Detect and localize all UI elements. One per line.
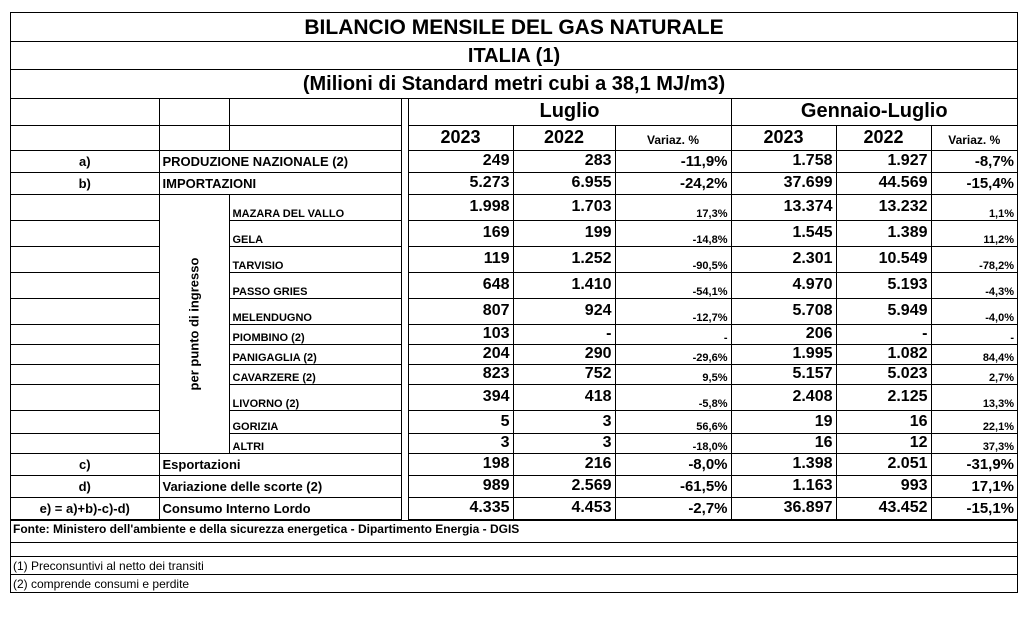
value-gen-lug-2023: 13.374 xyxy=(731,194,836,220)
year-header: 2023 xyxy=(731,125,836,150)
group-header-luglio: Luglio xyxy=(408,99,731,125)
value-luglio-2022: 216 xyxy=(513,453,615,475)
value-gen-lug-variaz: -8,7% xyxy=(931,150,1017,172)
gas-balance-table xyxy=(11,99,1017,520)
value-luglio-variaz: -2,7% xyxy=(615,497,731,519)
value-luglio-2022: 6.955 xyxy=(513,172,615,194)
value-gen-lug-2023: 1.758 xyxy=(731,150,836,172)
column-gap xyxy=(401,433,408,453)
column-gap xyxy=(401,453,408,475)
column-gap xyxy=(401,324,408,344)
column-gap xyxy=(401,364,408,384)
column-gap xyxy=(401,344,408,364)
value-luglio-2023: 3 xyxy=(408,433,513,453)
value-gen-lug-variaz: -15,4% xyxy=(931,172,1017,194)
value-luglio-variaz: -90,5% xyxy=(615,246,731,272)
row-code: b) xyxy=(11,172,159,194)
value-gen-lug-variaz: 84,4% xyxy=(931,344,1017,364)
entry-point-label: MELENDUGNO xyxy=(229,298,401,324)
value-gen-lug-2023: 37.699 xyxy=(731,172,836,194)
row-label: PRODUZIONE NAZIONALE (2) xyxy=(159,150,401,172)
value-luglio-variaz: - xyxy=(615,324,731,344)
value-luglio-variaz: 56,6% xyxy=(615,410,731,433)
row-label: Esportazioni xyxy=(159,453,401,475)
entry-point-label: CAVARZERE (2) xyxy=(229,364,401,384)
group-header-row xyxy=(11,99,1017,125)
entry-point-label: GELA xyxy=(229,220,401,246)
column-gap xyxy=(401,497,408,519)
row-code: e) = a)+b)-c)-d) xyxy=(11,497,159,519)
value-luglio-2022: 1.252 xyxy=(513,246,615,272)
value-gen-lug-2023: 5.157 xyxy=(731,364,836,384)
row-code: a) xyxy=(11,150,159,172)
empty-cell xyxy=(11,298,159,324)
value-luglio-2022: 290 xyxy=(513,344,615,364)
empty-cell xyxy=(11,433,159,453)
value-gen-lug-2023: 5.708 xyxy=(731,298,836,324)
report-units: (Milioni di Standard metri cubi a 38,1 MJ/m3) xyxy=(11,70,1017,99)
value-luglio-variaz: 17,3% xyxy=(615,194,731,220)
value-luglio-2022: 199 xyxy=(513,220,615,246)
row-label: Consumo Interno Lordo xyxy=(159,497,401,519)
value-gen-lug-variaz: -4,3% xyxy=(931,272,1017,298)
value-gen-lug-variaz: 11,2% xyxy=(931,220,1017,246)
table-row-scorte xyxy=(11,475,1017,497)
value-luglio-2022: 752 xyxy=(513,364,615,384)
value-gen-lug-variaz: -15,1% xyxy=(931,497,1017,519)
value-gen-lug-2023: 1.163 xyxy=(731,475,836,497)
group-header-gennaio-luglio: Gennaio-Luglio xyxy=(731,99,1017,125)
value-luglio-2023: 1.998 xyxy=(408,194,513,220)
table-row-produzione xyxy=(11,150,1017,172)
value-gen-lug-2022: 16 xyxy=(836,410,931,433)
value-gen-lug-variaz: 17,1% xyxy=(931,475,1017,497)
entry-point-label: MAZARA DEL VALLO xyxy=(229,194,401,220)
value-gen-lug-variaz: -4,0% xyxy=(931,298,1017,324)
value-luglio-variaz: -18,0% xyxy=(615,433,731,453)
column-gap xyxy=(401,150,408,172)
value-luglio-2022: 4.453 xyxy=(513,497,615,519)
entry-point-label: TARVISIO xyxy=(229,246,401,272)
value-gen-lug-2022: 10.549 xyxy=(836,246,931,272)
empty-cell xyxy=(11,220,159,246)
value-gen-lug-2022: 5.193 xyxy=(836,272,931,298)
value-gen-lug-2023: 16 xyxy=(731,433,836,453)
value-gen-lug-2023: 2.301 xyxy=(731,246,836,272)
gas-balance-sheet xyxy=(10,12,1018,593)
value-luglio-2023: 103 xyxy=(408,324,513,344)
value-luglio-2022: 3 xyxy=(513,410,615,433)
value-luglio-variaz: -24,2% xyxy=(615,172,731,194)
value-gen-lug-variaz: -31,9% xyxy=(931,453,1017,475)
value-luglio-2022: 1.410 xyxy=(513,272,615,298)
empty-cell xyxy=(11,364,159,384)
value-luglio-variaz: -5,8% xyxy=(615,384,731,410)
column-gap xyxy=(401,172,408,194)
value-gen-lug-2022: 1.082 xyxy=(836,344,931,364)
empty-cell xyxy=(11,410,159,433)
entry-point-label: PANIGAGLIA (2) xyxy=(229,344,401,364)
blank-row xyxy=(11,542,1017,556)
value-gen-lug-2023: 36.897 xyxy=(731,497,836,519)
value-gen-lug-2022: 1.389 xyxy=(836,220,931,246)
row-label: Variazione delle scorte (2) xyxy=(159,475,401,497)
value-gen-lug-variaz: -78,2% xyxy=(931,246,1017,272)
value-luglio-variaz: -61,5% xyxy=(615,475,731,497)
table-row-entry-point xyxy=(11,194,1017,220)
value-gen-lug-2023: 1.995 xyxy=(731,344,836,364)
value-luglio-2023: 204 xyxy=(408,344,513,364)
report-subtitle: ITALIA (1) xyxy=(11,42,1017,70)
value-gen-lug-2022: 12 xyxy=(836,433,931,453)
value-luglio-2023: 807 xyxy=(408,298,513,324)
footnote-1: (1) Preconsuntivi al netto dei transiti xyxy=(11,556,1017,574)
year-header: 2022 xyxy=(836,125,931,150)
value-luglio-2023: 648 xyxy=(408,272,513,298)
row-label: IMPORTAZIONI xyxy=(159,172,401,194)
value-luglio-2023: 823 xyxy=(408,364,513,384)
value-luglio-2023: 169 xyxy=(408,220,513,246)
entry-point-label: PIOMBINO (2) xyxy=(229,324,401,344)
value-gen-lug-variaz: 2,7% xyxy=(931,364,1017,384)
value-luglio-variaz: -54,1% xyxy=(615,272,731,298)
value-gen-lug-2022: 44.569 xyxy=(836,172,931,194)
empty-cell xyxy=(11,246,159,272)
value-luglio-variaz: -11,9% xyxy=(615,150,731,172)
entry-point-label: ALTRI xyxy=(229,433,401,453)
column-gap xyxy=(401,384,408,410)
value-luglio-2023: 198 xyxy=(408,453,513,475)
vertical-label: per punto di ingresso xyxy=(186,257,202,390)
year-header: 2022 xyxy=(513,125,615,150)
column-gap xyxy=(401,298,408,324)
column-gap xyxy=(401,475,408,497)
variaz-header: Variaz. % xyxy=(615,125,731,150)
empty-cell xyxy=(11,324,159,344)
column-gap xyxy=(401,220,408,246)
value-luglio-2022: - xyxy=(513,324,615,344)
table-row-importazioni xyxy=(11,172,1017,194)
value-luglio-2023: 119 xyxy=(408,246,513,272)
row-code: d) xyxy=(11,475,159,497)
column-gap xyxy=(401,272,408,298)
value-gen-lug-2022: 1.927 xyxy=(836,150,931,172)
footnote-2: (2) comprende consumi e perdite xyxy=(11,574,1017,592)
value-luglio-2022: 2.569 xyxy=(513,475,615,497)
value-gen-lug-variaz: - xyxy=(931,324,1017,344)
column-gap xyxy=(401,246,408,272)
column-gap xyxy=(401,194,408,220)
year-header-row xyxy=(11,125,1017,150)
value-luglio-variaz: -8,0% xyxy=(615,453,731,475)
table-row-esportazioni xyxy=(11,453,1017,475)
value-gen-lug-2022: 13.232 xyxy=(836,194,931,220)
vertical-label-cell xyxy=(159,194,229,453)
variaz-header: Variaz. % xyxy=(931,125,1017,150)
value-gen-lug-2022: 5.023 xyxy=(836,364,931,384)
value-luglio-2022: 1.703 xyxy=(513,194,615,220)
value-gen-lug-2022: - xyxy=(836,324,931,344)
value-luglio-2023: 989 xyxy=(408,475,513,497)
value-luglio-2023: 4.335 xyxy=(408,497,513,519)
entry-point-label: LIVORNO (2) xyxy=(229,384,401,410)
source-note: Fonte: Ministero dell'ambiente e della sicurezza energetica - Dipartimento Energia - DGIS xyxy=(11,520,1017,542)
value-gen-lug-2023: 206 xyxy=(731,324,836,344)
value-luglio-2023: 5.273 xyxy=(408,172,513,194)
empty-cell xyxy=(11,272,159,298)
value-gen-lug-2023: 2.408 xyxy=(731,384,836,410)
value-gen-lug-2023: 1.398 xyxy=(731,453,836,475)
value-luglio-2023: 394 xyxy=(408,384,513,410)
value-luglio-2023: 249 xyxy=(408,150,513,172)
empty-cell xyxy=(11,194,159,220)
value-gen-lug-2022: 2.051 xyxy=(836,453,931,475)
value-gen-lug-variaz: 13,3% xyxy=(931,384,1017,410)
entry-point-label: PASSO GRIES xyxy=(229,272,401,298)
value-luglio-variaz: -12,7% xyxy=(615,298,731,324)
value-gen-lug-2023: 4.970 xyxy=(731,272,836,298)
value-gen-lug-variaz: 1,1% xyxy=(931,194,1017,220)
value-gen-lug-variaz: 37,3% xyxy=(931,433,1017,453)
value-gen-lug-2022: 5.949 xyxy=(836,298,931,324)
value-gen-lug-2022: 43.452 xyxy=(836,497,931,519)
column-gap xyxy=(401,410,408,433)
value-luglio-2022: 924 xyxy=(513,298,615,324)
value-gen-lug-2023: 1.545 xyxy=(731,220,836,246)
year-header: 2023 xyxy=(408,125,513,150)
value-gen-lug-2022: 993 xyxy=(836,475,931,497)
value-luglio-2023: 5 xyxy=(408,410,513,433)
entry-point-label: GORIZIA xyxy=(229,410,401,433)
table-row-consumo xyxy=(11,497,1017,519)
empty-cell xyxy=(11,384,159,410)
value-luglio-variaz: -14,8% xyxy=(615,220,731,246)
report-title: BILANCIO MENSILE DEL GAS NATURALE xyxy=(11,13,1017,42)
value-luglio-variaz: -29,6% xyxy=(615,344,731,364)
value-luglio-2022: 3 xyxy=(513,433,615,453)
value-luglio-2022: 283 xyxy=(513,150,615,172)
value-luglio-2022: 418 xyxy=(513,384,615,410)
value-gen-lug-variaz: 22,1% xyxy=(931,410,1017,433)
row-code: c) xyxy=(11,453,159,475)
value-gen-lug-2023: 19 xyxy=(731,410,836,433)
empty-cell xyxy=(11,344,159,364)
value-luglio-variaz: 9,5% xyxy=(615,364,731,384)
value-gen-lug-2022: 2.125 xyxy=(836,384,931,410)
